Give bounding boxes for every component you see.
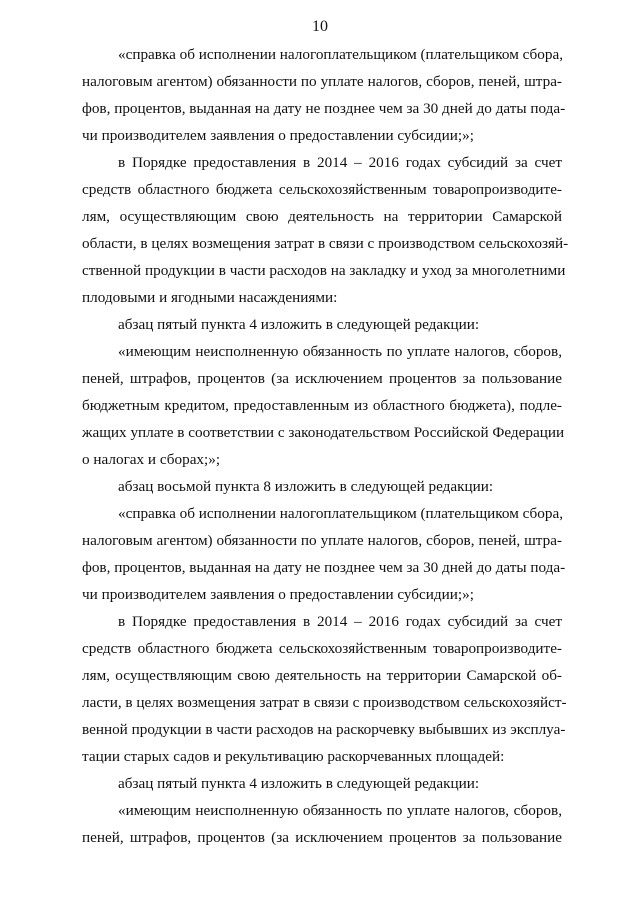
text-line: пеней, штрафов, процентов (за исключением процентов за пользование bbox=[82, 370, 562, 387]
text-line: средств областного бюджета сельскохозяйственным товаропроизводите- bbox=[82, 640, 562, 657]
text-line: ласти, в целях возмещения затрат в связи с производством сельскохозяйст- bbox=[82, 694, 567, 711]
text-line: бюджетным кредитом, предоставленным из областного бюджета), подле- bbox=[82, 397, 562, 414]
text-line: пеней, штрафов, процентов (за исключением процентов за пользование bbox=[82, 829, 562, 846]
text-line: ственной продукции в части расходов на закладку и уход за многолетними bbox=[82, 262, 566, 279]
text-line: лям, осуществляющим свою деятельность на территории Самарской bbox=[82, 208, 562, 225]
text-line: плодовыми и ягодными насаждениями: bbox=[82, 289, 338, 306]
text-line: «имеющим неисполненную обязанность по уплате налогов, сборов, bbox=[118, 802, 562, 819]
text-line: средств областного бюджета сельскохозяйственным товаропроизводите- bbox=[82, 181, 562, 198]
text-line: лям, осуществляющим свою деятельность на территории Самарской об- bbox=[82, 667, 562, 684]
text-line: фов, процентов, выданная на дату не позднее чем за 30 дней до даты пода- bbox=[82, 559, 566, 576]
text-line: «справка об исполнении налогоплательщиком (плательщиком сбора, bbox=[118, 46, 564, 63]
text-line: налоговым агентом) обязанности по уплате налогов, сборов, пеней, штра- bbox=[82, 73, 562, 90]
text-line: области, в целях возмещения затрат в связи с производством сельскохозяй- bbox=[82, 235, 569, 252]
text-line: о налогах и сборах;»; bbox=[82, 451, 221, 468]
text-line: венной продукции в части расходов на раскорчевку выбывших из эксплуа- bbox=[82, 721, 566, 738]
text-line: в Порядке предоставления в 2014 – 2016 годах субсидий за счет bbox=[118, 154, 562, 171]
text-line: абзац пятый пункта 4 изложить в следующей редакции: bbox=[118, 775, 480, 792]
page-number: 10 bbox=[312, 18, 328, 35]
text-line: фов, процентов, выданная на дату не позднее чем за 30 дней до даты пода- bbox=[82, 100, 566, 117]
text-line: налоговым агентом) обязанности по уплате налогов, сборов, пеней, штра- bbox=[82, 532, 562, 549]
text-line: тации старых садов и рекультивацию раскорчеванных площадей: bbox=[82, 748, 505, 765]
text-line: чи производителем заявления о предоставлении субсидии;»; bbox=[82, 586, 474, 603]
text-line: чи производителем заявления о предоставлении субсидии;»; bbox=[82, 127, 474, 144]
text-line: абзац восьмой пункта 8 изложить в следующей редакции: bbox=[118, 478, 494, 495]
text-line: «имеющим неисполненную обязанность по уплате налогов, сборов, bbox=[118, 343, 562, 360]
text-line: абзац пятый пункта 4 изложить в следующей редакции: bbox=[118, 316, 480, 333]
text-line: «справка об исполнении налогоплательщиком (плательщиком сбора, bbox=[118, 505, 564, 522]
text-line: в Порядке предоставления в 2014 – 2016 годах субсидий за счет bbox=[118, 613, 562, 630]
text-line: жащих уплате в соответствии с законодательством Российской Федерации bbox=[82, 424, 565, 441]
